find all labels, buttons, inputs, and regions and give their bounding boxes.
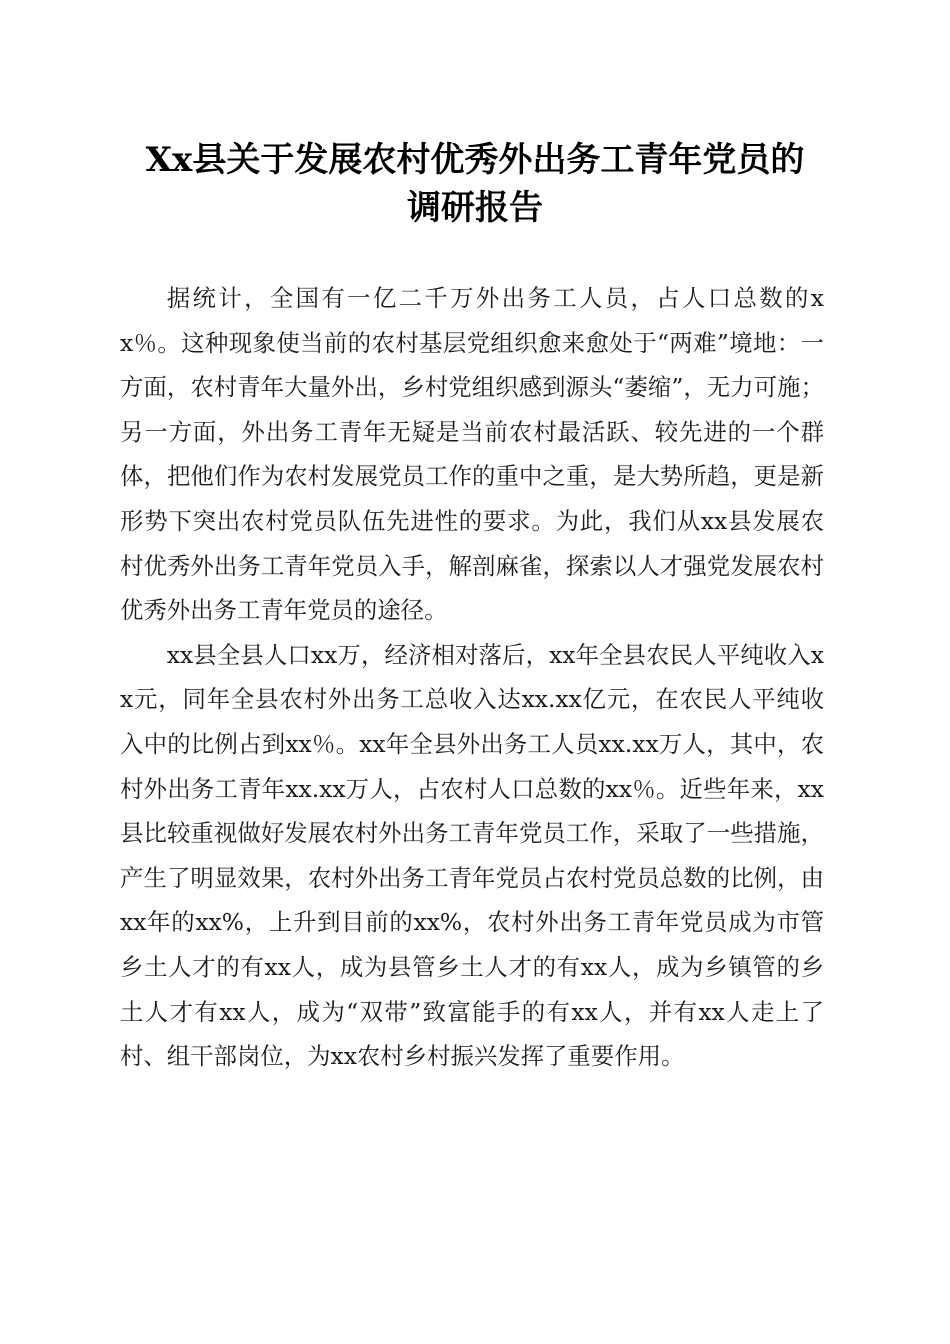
title-line-1: Xx县关于发展农村优秀外出务工青年党员的 — [145, 140, 805, 180]
paragraph-1: 据统计，全国有一亿二千万外出务工人员，占人口总数的xx％。这种现象使当前的农村基层党组织愈来愈处于“两难”境地：一方面，农村青年大量外出，乡村党组织感到源头“萎缩”，无力可施；另一方面，外出务工青年无疑是当前农村最活跃、较先进的一个群体，把他们作为农村发展党员工作的重中之重，是大势所趋，更是新形势下突出农村党员队伍先进性的要求。为此，我们从xx县发展农村优秀外出务工青年党员入手，解剖麻雀，探索以人才强党发展农村优秀外出务工青年党员的途径。 — [120, 284, 824, 625]
document-body — [120, 276, 824, 1079]
document-title — [110, 136, 840, 232]
title-line-2: 调研报告 — [407, 188, 543, 228]
paragraph-2: xx县全县人口xx万，经济相对落后，xx年全县农民人平纯收入xx元，同年全县农村外出务工总收入达xx.xx亿元，在农民人平纯收入中的比例占到xx％。xx年全县外出务工人员xx.xx万人，其中，农村外出务工青年xx.xx万人，占农村人口总数的xx％。近些年来，xx县比较重视做好发展农村外出务工青年党员工作，采取了一些措施，产生了明显效果，农村外出务工青年党员占农村党员总数的比例，由xx年的xx%，上升到目前的xx%，农村外出务工青年党员成为市管乡土人才的有xx人，成为县管乡土人才的有xx人，成为乡镇管的乡土人才有xx人，成为“双带”致富能手的有xx人，并有xx人走上了村、组干部岗位，为xx农村乡村振兴发挥了重要作用。 — [120, 640, 824, 1071]
